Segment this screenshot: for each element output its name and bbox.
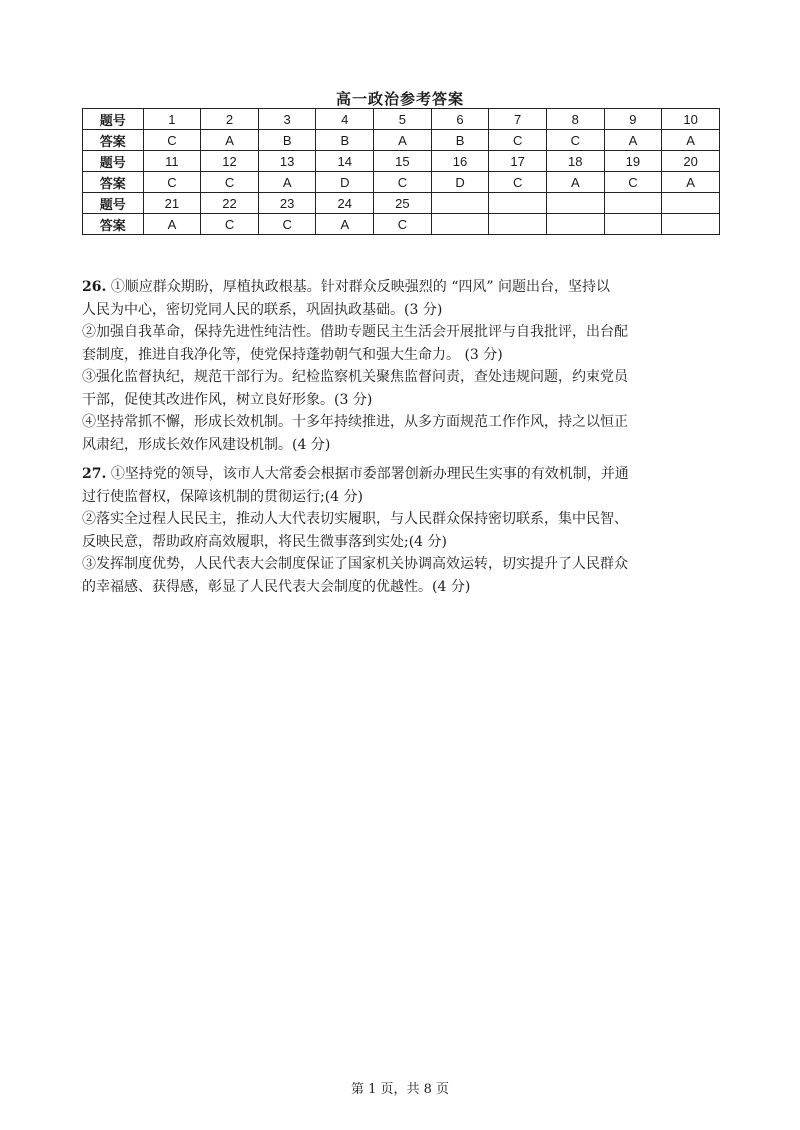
table-cell: C	[546, 130, 604, 151]
question-27-answer	[82, 463, 722, 598]
row-label: 答案	[83, 214, 144, 235]
table-cell: 21	[143, 193, 201, 214]
table-cell	[431, 193, 489, 214]
table-cell: A	[201, 130, 259, 151]
answer-table-body	[83, 109, 720, 235]
answer-line	[82, 553, 722, 576]
table-cell	[662, 214, 720, 235]
table-cell: C	[374, 172, 432, 193]
page-title: 高一政治参考答案	[335, 90, 464, 108]
table-cell	[431, 214, 489, 235]
table-cell: A	[316, 214, 374, 235]
table-cell: C	[604, 172, 662, 193]
table-cell	[662, 193, 720, 214]
table-cell: 18	[546, 151, 604, 172]
table-cell: 10	[662, 109, 720, 130]
table-cell: 12	[201, 151, 259, 172]
table-cell: 19	[604, 151, 662, 172]
table-cell: C	[489, 172, 547, 193]
table-cell: 15	[374, 151, 432, 172]
answer-line	[82, 366, 722, 389]
answer-text: 套制度，推进自我净化等，使党保持蓬勃朝气和强大生命力。 (3 分)	[82, 346, 503, 363]
answer-text: ③发挥制度优势，人民代表大会制度保证了国家机关协调高效运转，切实提升了人民群众	[82, 556, 628, 572]
table-cell: C	[201, 214, 259, 235]
answer-line	[82, 576, 722, 599]
table-cell: 3	[258, 109, 316, 130]
table-cell	[604, 193, 662, 214]
page-footer: 第 1 页，共 8 页	[350, 1082, 450, 1097]
table-cell	[546, 214, 604, 235]
table-cell: 2	[201, 109, 259, 130]
table-row	[83, 109, 720, 130]
table-cell: 14	[316, 151, 374, 172]
table-cell: A	[662, 172, 720, 193]
table-cell: 13	[258, 151, 316, 172]
table-cell: 22	[201, 193, 259, 214]
table-cell: C	[374, 214, 432, 235]
answer-line	[82, 463, 722, 486]
answer-text: ②落实全过程人民民主，推动人大代表切实履职，与人民群众保持密切联系，集中民智、	[82, 511, 628, 527]
table-cell: 20	[662, 151, 720, 172]
table-cell: D	[316, 172, 374, 193]
answer-text: 风肃纪，形成长效作风建设机制。(4 分)	[82, 436, 331, 453]
question-number: 27.	[82, 466, 107, 482]
table-cell: 9	[604, 109, 662, 130]
answer-text: 干部，促使其改进作风，树立良好形象。(3 分)	[82, 391, 373, 408]
table-cell: B	[258, 130, 316, 151]
table-cell	[489, 193, 547, 214]
table-cell: 6	[431, 109, 489, 130]
answer-table	[82, 108, 720, 235]
table-cell: C	[258, 214, 316, 235]
answer-line	[82, 531, 722, 554]
answer-line	[82, 508, 722, 531]
table-cell: A	[546, 172, 604, 193]
answer-line	[82, 434, 722, 457]
table-cell: C	[201, 172, 259, 193]
table-cell	[489, 214, 547, 235]
answer-line	[82, 486, 722, 509]
table-cell: B	[431, 130, 489, 151]
table-cell: D	[431, 172, 489, 193]
table-cell	[604, 214, 662, 235]
table-row	[83, 130, 720, 151]
table-cell: 11	[143, 151, 201, 172]
table-row	[83, 151, 720, 172]
answer-line	[82, 389, 722, 412]
table-cell: A	[258, 172, 316, 193]
table-cell: C	[143, 130, 201, 151]
answer-text: 的幸福感、获得感，彰显了人民代表大会制度的优越性。(4 分)	[82, 578, 471, 595]
table-cell: 17	[489, 151, 547, 172]
row-label: 题号	[83, 151, 144, 172]
table-cell: 1	[143, 109, 201, 130]
answer-text: ③强化监督执纪，规范干部行为。纪检监察机关聚焦监督问责，查处违规问题，约束党员	[82, 369, 628, 385]
table-cell: 8	[546, 109, 604, 130]
answer-text: 反映民意，帮助政府高效履职，将民生微事落到实处;(4 分)	[82, 533, 447, 550]
answer-text: ②加强自我革命，保持先进性纯洁性。借助专题民主生活会开展批评与自我批评，出台配	[82, 324, 628, 340]
table-cell: A	[662, 130, 720, 151]
answer-line	[82, 276, 722, 299]
table-cell: C	[143, 172, 201, 193]
answer-line	[82, 344, 722, 367]
table-cell	[546, 193, 604, 214]
answer-text: 过行使监督权，保障该机制的贯彻运行;(4 分)	[82, 488, 363, 505]
table-cell: 5	[374, 109, 432, 130]
answer-text: ①坚持党的领导，该市人大常委会根据市委部署创新办理民生实事的有效机制，并通	[110, 466, 629, 482]
table-cell: 16	[431, 151, 489, 172]
table-cell: 7	[489, 109, 547, 130]
row-label: 答案	[83, 172, 144, 193]
table-cell: 23	[258, 193, 316, 214]
question-26-answer	[82, 276, 722, 456]
table-cell: B	[316, 130, 374, 151]
table-cell: 25	[374, 193, 432, 214]
answer-text: ④坚持常抓不懈，形成长效机制。十多年持续推进，从多方面规范工作作风，持之以恒正	[82, 414, 628, 430]
row-label: 题号	[83, 193, 144, 214]
row-label: 答案	[83, 130, 144, 151]
answer-line	[82, 299, 722, 322]
question-number: 26.	[82, 279, 107, 295]
table-row	[83, 172, 720, 193]
table-row	[83, 193, 720, 214]
table-row	[83, 214, 720, 235]
table-cell: A	[604, 130, 662, 151]
table-cell: A	[374, 130, 432, 151]
answer-text: 人民为中心，密切党同人民的联系，巩固执政基础。(3 分)	[82, 301, 443, 318]
table-cell: C	[489, 130, 547, 151]
table-cell: A	[143, 214, 201, 235]
table-cell: 24	[316, 193, 374, 214]
answer-line	[82, 411, 722, 434]
answer-line	[82, 321, 722, 344]
table-cell: 4	[316, 109, 374, 130]
answer-text: ①顺应群众期盼，厚植执政根基。针对群众反映强烈的 “四风” 问题出台，坚持以	[110, 279, 611, 295]
row-label: 题号	[83, 109, 144, 130]
